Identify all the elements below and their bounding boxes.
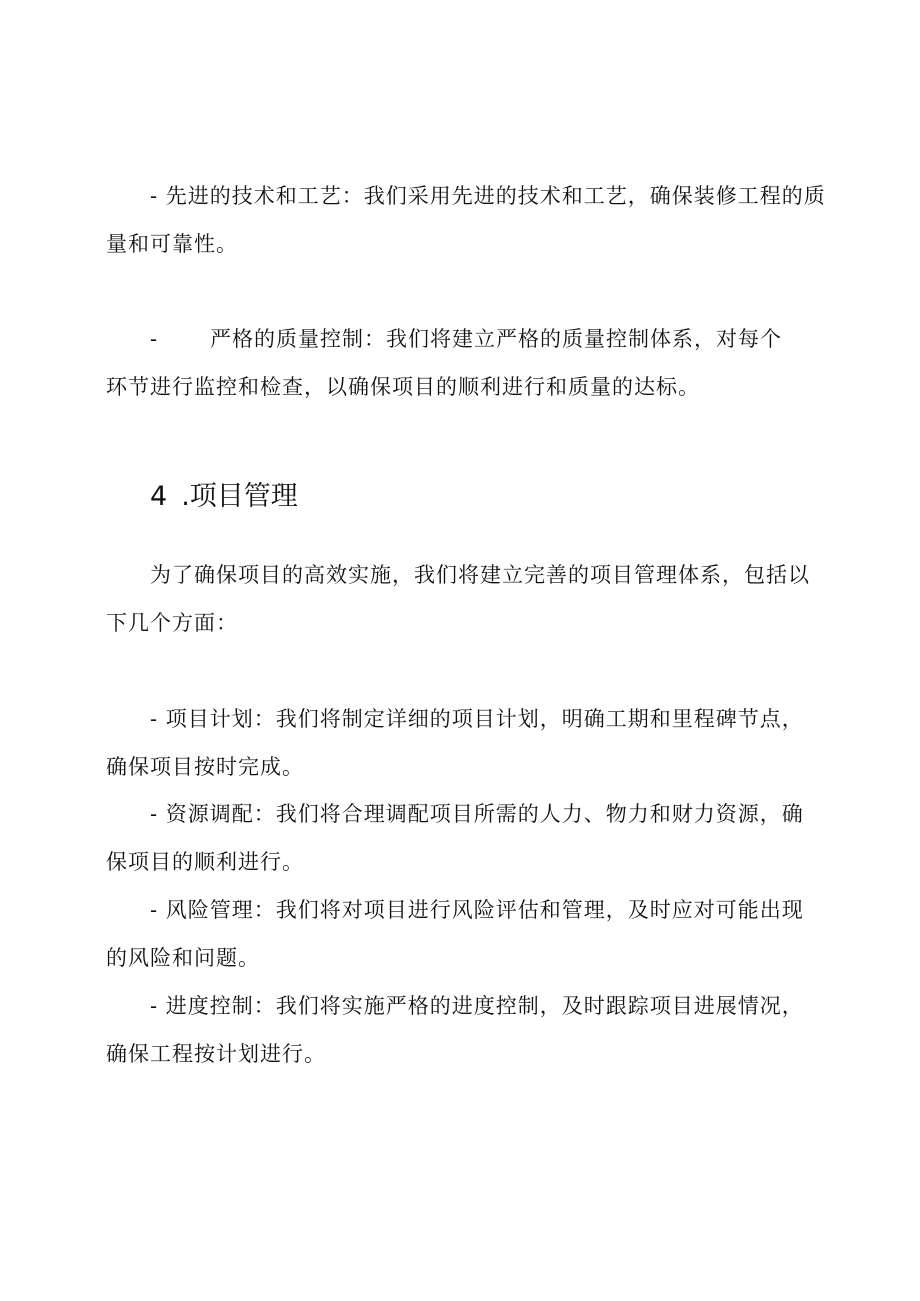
quality-dash: - — [150, 327, 159, 351]
list-item-risk-line-1: - 风险管理：我们将对项目进行风险评估和管理，及时应对可能出现 — [150, 898, 804, 922]
list-item-schedule-line-2: 确保工程按计划进行。 — [106, 1042, 326, 1066]
intro-line-1: 为了确保项目的高效实施，我们将建立完善的项目管理体系，包括以 — [150, 563, 810, 587]
section-heading — [150, 480, 298, 514]
list-item-risk-line-2: 的风险和问题。 — [106, 946, 260, 970]
quality-paragraph-text: 严格的质量控制：我们将建立严格的质量控制体系，对每个 — [210, 327, 782, 351]
list-item-resource-line-1: - 资源调配：我们将合理调配项目所需的人力、物力和财力资源，确 — [150, 802, 804, 826]
quality-paragraph-line-2: 环节进行监控和检查，以确保项目的顺利进行和质量的达标。 — [106, 375, 700, 399]
list-item-schedule-line-1: - 进度控制：我们将实施严格的进度控制，及时跟踪项目进展情况， — [150, 994, 804, 1018]
list-item-resource-line-2: 保项目的顺利进行。 — [106, 850, 304, 874]
list-item-plan-line-1: - 项目计划：我们将制定详细的项目计划，明确工期和里程碑节点， — [150, 707, 804, 731]
section-title: .项目管理 — [181, 481, 298, 512]
list-item-plan-line-2: 确保项目按时完成。 — [106, 755, 304, 779]
section-number: 4 — [150, 481, 168, 512]
tech-paragraph-line-1: - 先进的技术和工艺：我们采用先进的技术和工艺，确保装修工程的质 — [150, 184, 826, 208]
quality-paragraph-line-1 — [150, 326, 782, 352]
intro-line-2: 下几个方面： — [106, 611, 238, 635]
tech-paragraph-line-2: 量和可靠性。 — [106, 232, 238, 256]
